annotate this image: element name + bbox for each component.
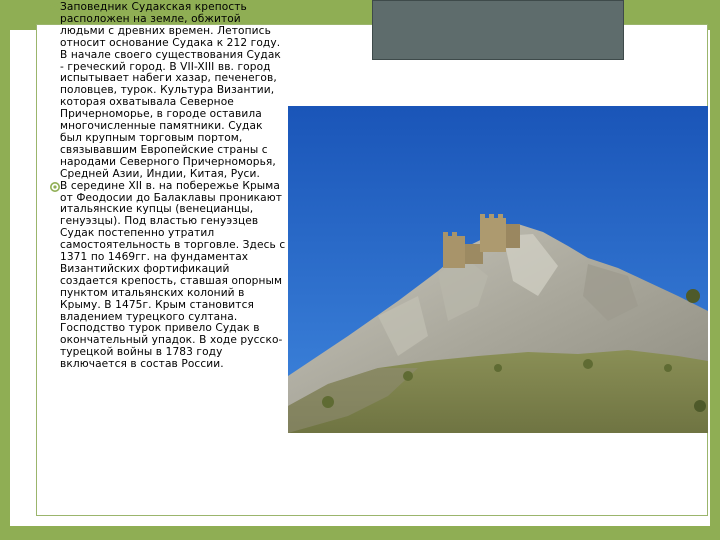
sudak-fortress-photo (288, 106, 708, 433)
target-bullet-icon (50, 182, 60, 192)
fortress-photo-drawing (288, 106, 708, 433)
fortress-tower-main (480, 218, 506, 252)
title-placeholder-box (372, 0, 624, 60)
right-decor-band (710, 0, 720, 540)
paragraph-text-2: В середине XII в. на побережье Крыма от Феодосии до Балаклавы проникают итальянские купцы (венецианцы, генуэзцы). Под властью генуэзцев Судак постепенно утратил самостоятельность в торговле. Здесь с 1371 по 1469гг. на фундаментах Византийских фортификаций создается крепость, ставшая опорным пунктом итальянских колоний в Крыму. В 1475г. Крым становится владением турецкого султана. Господство турок привело Судак в окончательный упадок. В ходе русско-турецкой войны в 1783 году включается в состав России. (60, 179, 286, 371)
target-bullet-icon (50, 3, 60, 13)
fortress-tower-left (443, 236, 465, 268)
bottom-decor-band (0, 526, 720, 540)
bullet-paragraph-2 (8, 181, 286, 372)
paragraph-text-1: Заповедник Судакская крепость расположен на земле, обжитой людьми с древних времен. Летопись относит основание Судака к 212 году. В начале своего существования Судак - греческий город. В VII-XIII вв. город испытывает набеги хазар, печенегов, половцев, турок. Культура Византии, которая охватывала Северное Причерноморье, в городе оставила многочисленные памятники. Судак был крупным торговым портом, связывавшим Европейские страны с народами Северного Причерноморья, Средней Азии, Индии, Китая, Руси. (60, 1, 281, 180)
text-column (8, 2, 286, 502)
bullet-paragraph-1 (8, 2, 286, 181)
